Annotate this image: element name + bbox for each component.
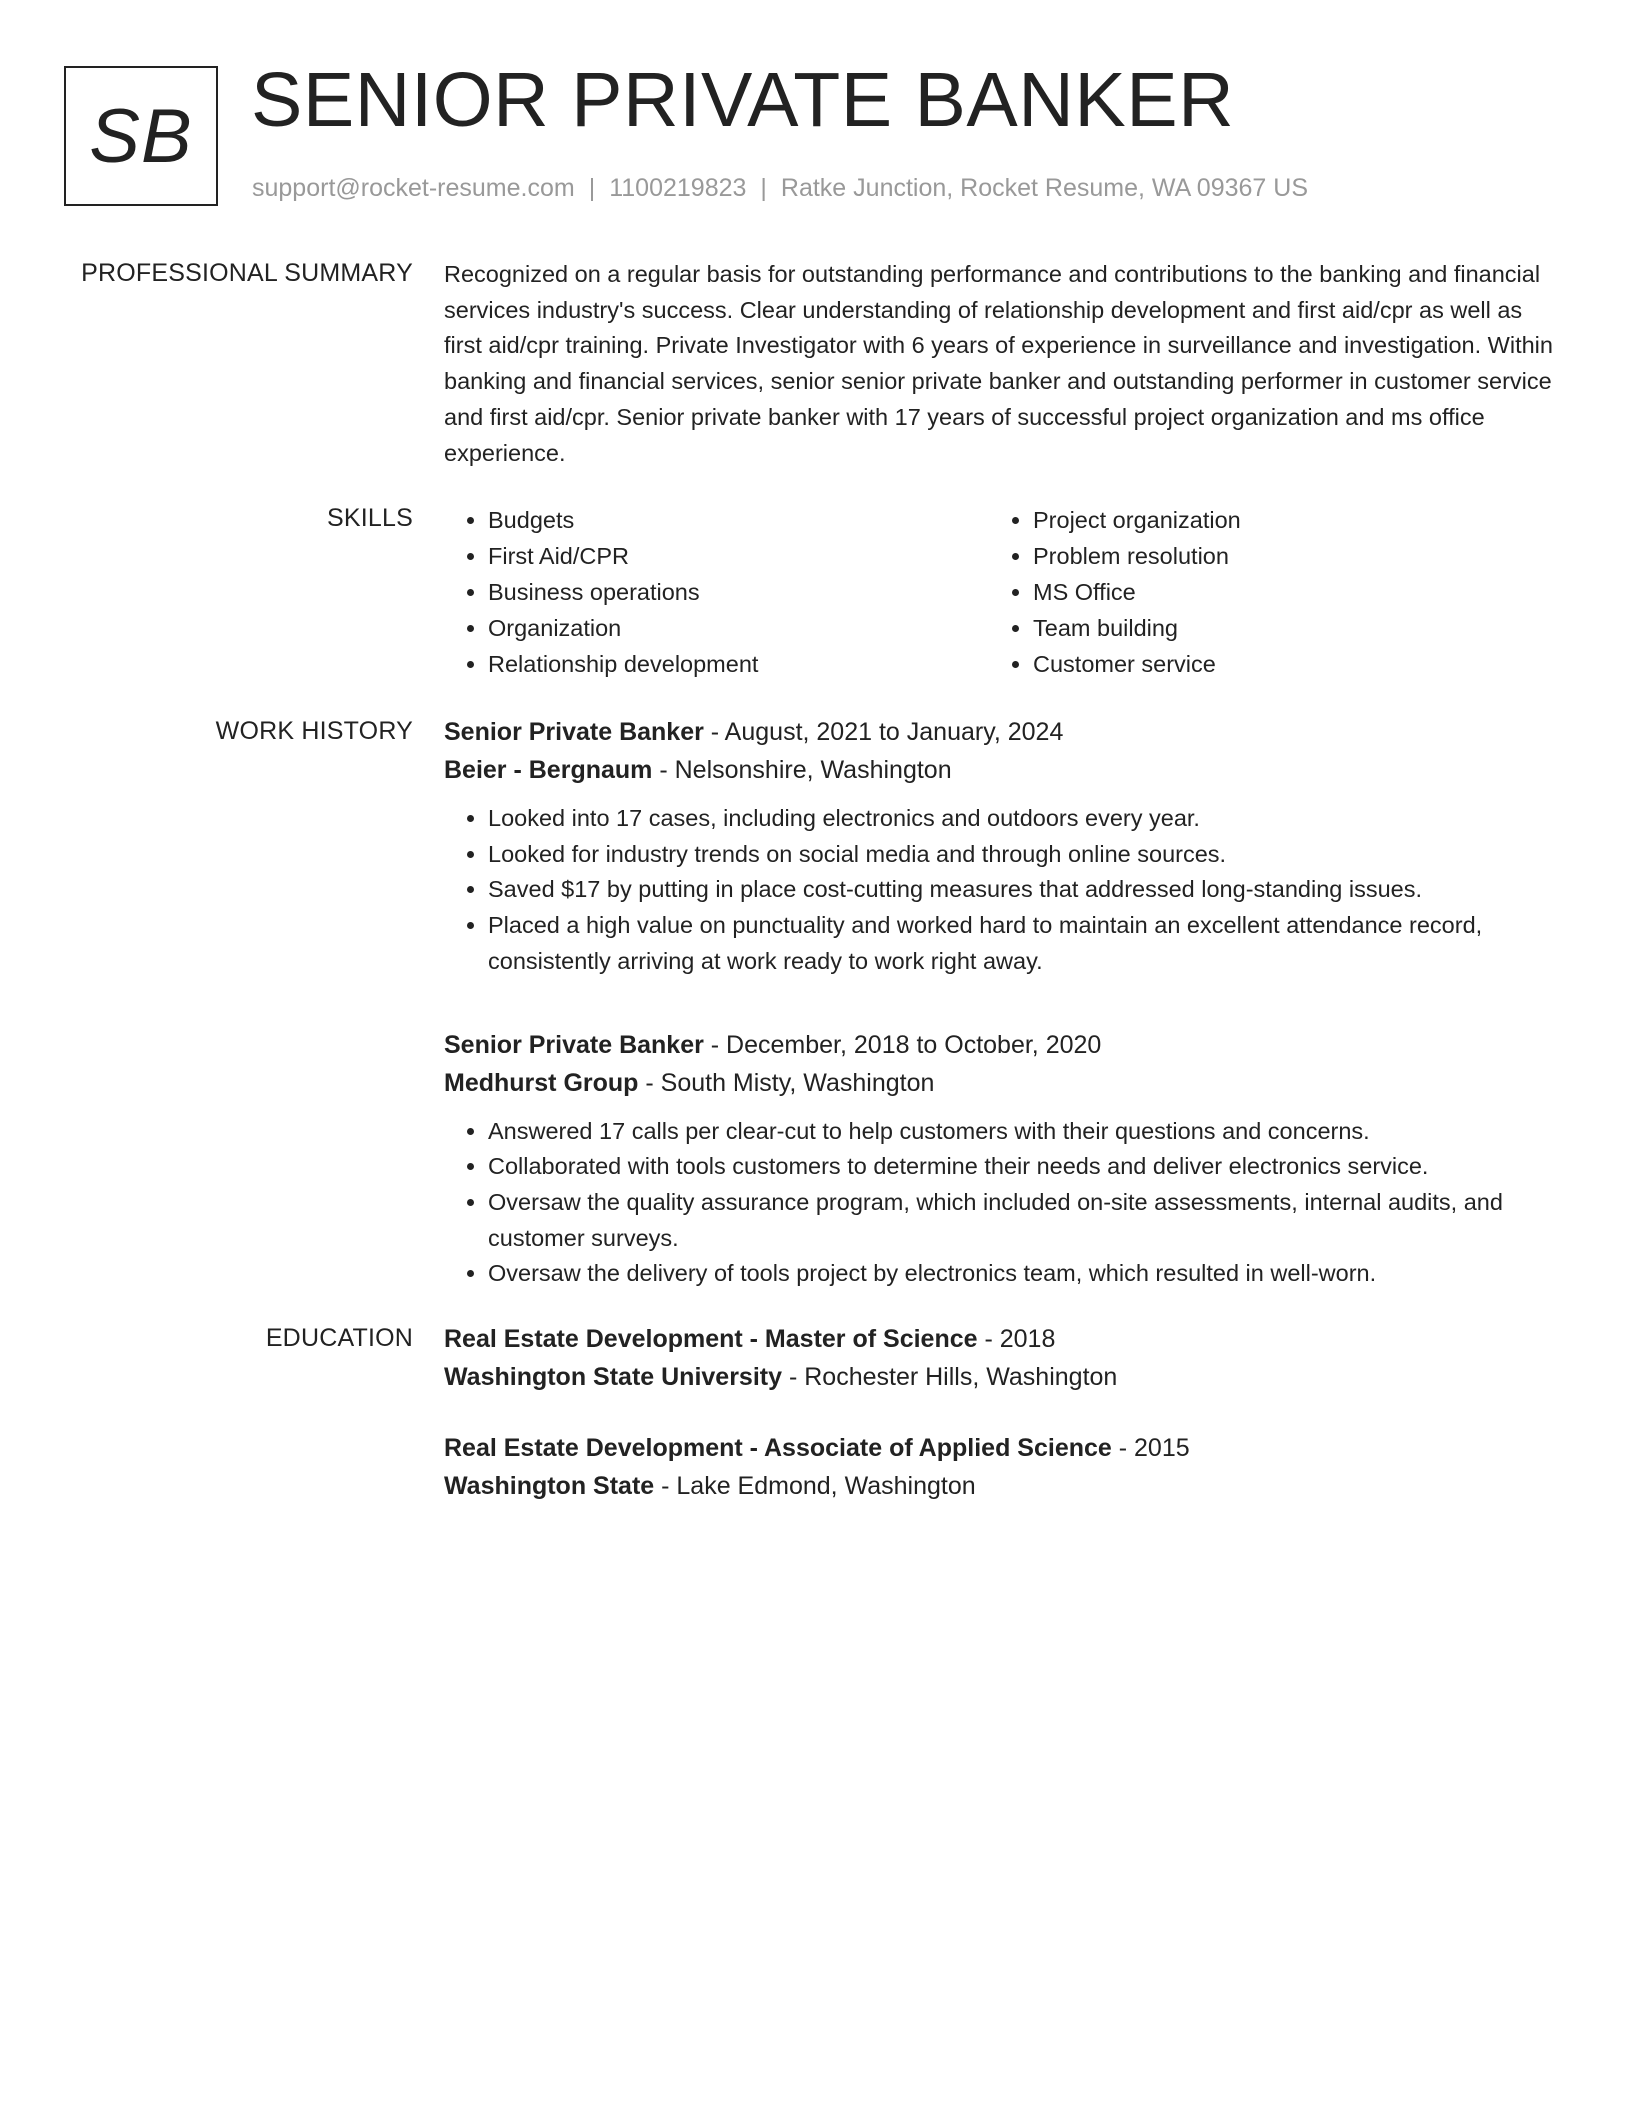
monogram-text: SB bbox=[89, 93, 193, 179]
job-entry bbox=[444, 713, 1556, 980]
section-label-skills: SKILLS bbox=[327, 504, 413, 532]
education-school-line bbox=[444, 1358, 1556, 1396]
job-company: Medhurst Group bbox=[444, 1068, 639, 1097]
job-location: - Nelsonshire, Washington bbox=[652, 756, 952, 784]
job-bullet: • Collaborated with tools customers to determine their needs and deliver electronics service. bbox=[488, 1149, 1556, 1185]
job-title: Senior Private Banker bbox=[444, 1030, 704, 1059]
job-entry bbox=[444, 1026, 1556, 1293]
skills-list-left bbox=[444, 502, 989, 682]
skill-item: • Budgets bbox=[488, 502, 989, 538]
education-year: - 2015 bbox=[1111, 1434, 1190, 1462]
education-degree-line bbox=[444, 1320, 1556, 1358]
section-label-education: EDUCATION bbox=[265, 1324, 413, 1352]
section-label-summary: PROFESSIONAL SUMMARY bbox=[81, 259, 413, 287]
monogram-logo bbox=[64, 66, 218, 206]
education-entry bbox=[444, 1429, 1556, 1505]
contact-address: Ratke Junction, Rocket Resume, WA 09367 US bbox=[780, 174, 1309, 202]
skill-item: • Project organization bbox=[1033, 502, 1534, 538]
contact-separator: | bbox=[588, 174, 596, 202]
resume-title: SENIOR PRIVATE BANKER bbox=[251, 57, 1235, 143]
job-bullet: • Saved $17 by putting in place cost-cutting measures that addressed long-standing issues. bbox=[488, 872, 1556, 908]
skill-item: • Customer service bbox=[1033, 646, 1534, 682]
education-school-line bbox=[444, 1467, 1556, 1505]
skills-section bbox=[444, 502, 1556, 682]
contact-separator: | bbox=[760, 174, 767, 202]
education-degree: Real Estate Development - Master of Science bbox=[444, 1325, 978, 1353]
job-title-line bbox=[444, 713, 1556, 751]
skill-item: • Relationship development bbox=[488, 646, 989, 682]
education-section bbox=[444, 1320, 1556, 1538]
job-location: - South Misty, Washington bbox=[638, 1068, 935, 1097]
job-bullet: • Placed a high value on punctuality and worked hard to maintain an excellent attendance record, consistently arriving at work ready to work right away. bbox=[488, 908, 1556, 979]
education-location: - Lake Edmond, Washington bbox=[654, 1472, 976, 1500]
skill-item: • Organization bbox=[488, 610, 989, 646]
job-title-line bbox=[444, 1026, 1556, 1064]
education-year: - 2018 bbox=[977, 1325, 1056, 1353]
education-degree: Real Estate Development - Associate of Applied Science bbox=[444, 1434, 1112, 1462]
job-bullet: • Looked for industry trends on social media and through online sources. bbox=[488, 837, 1556, 873]
summary-text: Recognized on a regular basis for outstanding performance and contributions to the banking and financial services industry's success. Clear understanding of relationship development and first aid/cpr as well as first aid/cpr training. Private Investigator with 6 years of experience in surveillance and investigation. Within banking and financial services, senior senior private banker and outstanding performer in customer service and first aid/cpr. Senior private banker with 17 years of successful project organization and ms office experience. bbox=[444, 261, 1553, 466]
job-bullet: • Looked into 17 cases, including electronics and outdoors every year. bbox=[488, 801, 1556, 837]
job-bullet: • Answered 17 calls per clear-cut to help customers with their questions and concerns. bbox=[488, 1114, 1556, 1150]
work-history-section bbox=[444, 713, 1556, 1338]
job-bullets bbox=[444, 801, 1556, 980]
education-entry bbox=[444, 1320, 1556, 1396]
contact-email: support@rocket-resume.com bbox=[252, 174, 575, 202]
skill-item: • First Aid/CPR bbox=[488, 538, 989, 574]
job-company-line bbox=[444, 1064, 1556, 1102]
job-bullet: • Oversaw the quality assurance program, which included on-site assessments, internal audits, and customer surveys. bbox=[488, 1185, 1556, 1256]
job-title: Senior Private Banker bbox=[444, 718, 704, 746]
section-label-work-history: WORK HISTORY bbox=[215, 717, 413, 745]
job-dates: - August, 2021 to January, 2024 bbox=[703, 718, 1064, 746]
skill-item: • MS Office bbox=[1033, 574, 1534, 610]
contact-phone: 1100219823 bbox=[609, 174, 747, 202]
skill-item: • Problem resolution bbox=[1033, 538, 1534, 574]
job-bullet: • Oversaw the delivery of tools project by electronics team, which resulted in well-worn. bbox=[488, 1256, 1556, 1292]
job-company: Beier - Bergnaum bbox=[444, 756, 653, 784]
education-school: Washington State University bbox=[444, 1363, 783, 1391]
skill-item: • Business operations bbox=[488, 574, 989, 610]
skill-item: • Team building bbox=[1033, 610, 1534, 646]
contact-line bbox=[252, 174, 1308, 203]
job-company-line bbox=[444, 751, 1556, 789]
education-degree-line bbox=[444, 1429, 1556, 1467]
education-school: Washington State bbox=[444, 1472, 655, 1500]
education-location: - Rochester Hills, Washington bbox=[782, 1363, 1118, 1391]
job-dates: - December, 2018 to October, 2020 bbox=[703, 1030, 1102, 1059]
summary-section bbox=[444, 257, 1556, 471]
skills-list-right bbox=[989, 502, 1534, 682]
job-bullets bbox=[444, 1114, 1556, 1293]
